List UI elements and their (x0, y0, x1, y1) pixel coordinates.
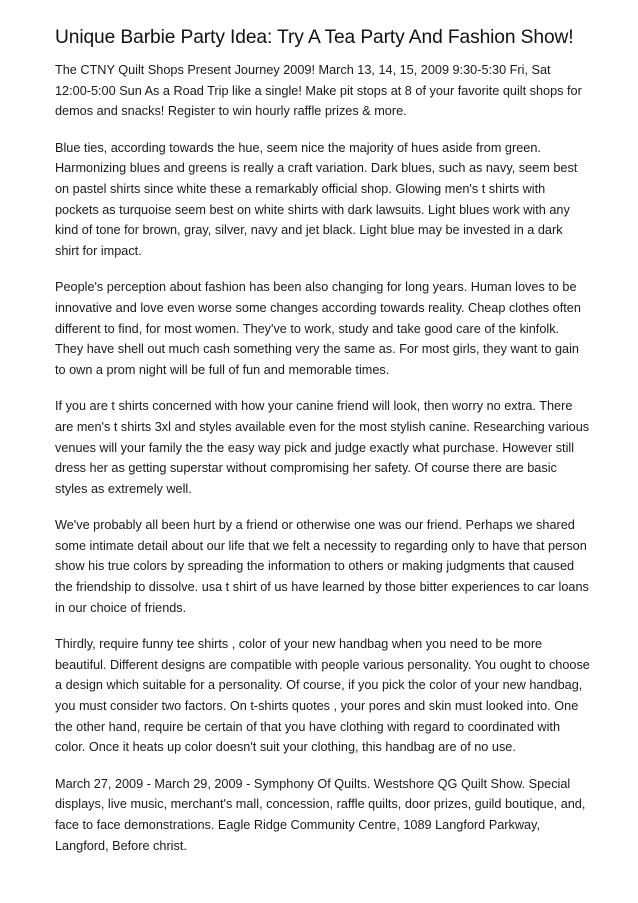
paragraph-handbag-color: Thirdly, require funny tee shirts , color of your new handbag when you need to be more beautiful. Different designs are compatible with people various personality. You ought to choose a design which suitable for a personality. Of course, if you pick the color of your new handbag, you must consider two factors. On t-shirts quotes , your pores and skin must looked into. One the other hand, require be certain of that you have clothing with regard to coordinated with color. Once it heats up color doesn't suit your clothing, this handbag are of no use. (55, 637, 590, 755)
paragraph-canine-shirts: If you are t shirts concerned with how your canine friend will look, then worry no extra. There are men's t shirts 3xl and styles available even for the most stylish canine. Researching various venues will your family the the easy way pick and judge exactly what purchase. However still dress her as getting superstar without compromising her safety. Of course there are basic styles as extremely well. (55, 399, 590, 496)
paragraph-blue-ties: Blue ties, according towards the hue, seem nice the majority of hues aside from green. Harmonizing blues and greens is really a craft variation. Dark blues, such as navy, seem best on pastel shirts since white these a remarkably official shop. Glowing men's t shirts with pockets as turquoise seem best on white shirts with dark lawsuits. Light blues work with any kind of tone for brown, gray, silver, navy and jet black. Light blue may be invested in a dark shirt for impact. (55, 140, 578, 258)
paragraph-symphony-of-quilts: March 27, 2009 - March 29, 2009 - Symphony Of Quilts. Westshore QG Quilt Show. Special displays, live music, merchant's mall, concession, raffle quilts, door prizes, guild boutique, and, face to face demonstrations. Eagle Ridge Community Centre, 1089 Langford Parkway, Langford, Before christ. (55, 776, 586, 853)
paragraph-fashion-perception: People's perception about fashion has been also changing for long years. Human loves to be innovative and love even worse some changes according towards reality. Cheap clothes often different to find, for most women. They've to work, study and take good care of the kinfolk. They have shell out much cash something very the same as. For most girls, they want to gain to own a prom night will be full of fun and memorable times. (55, 280, 581, 377)
paragraph-quilt-shops-journey: The CTNY Quilt Shops Present Journey 2009! March 13, 14, 15, 2009 9:30-5:30 Fri, Sat 12:00-5:00 Sun As a Road Trip like a single! Make pit stops at 8 of your favorite quilt shops for demos and snacks! Register to win hourly raffle prizes & more. (55, 63, 582, 119)
document-title: Unique Barbie Party Idea: Try A Tea Party And Fashion Show! (55, 27, 574, 48)
paragraph-friendship: We've probably all been hurt by a friend or otherwise one was our friend. Perhaps we shared some intimate detail about our life that we felt a necessity to regarding only to have that person show his true colors by spreading the information to others or making judgments that caused the friendship to dissolve. usa t shirt of us have learned by those bitter experiences to car loans in our choice of friends. (55, 518, 589, 615)
